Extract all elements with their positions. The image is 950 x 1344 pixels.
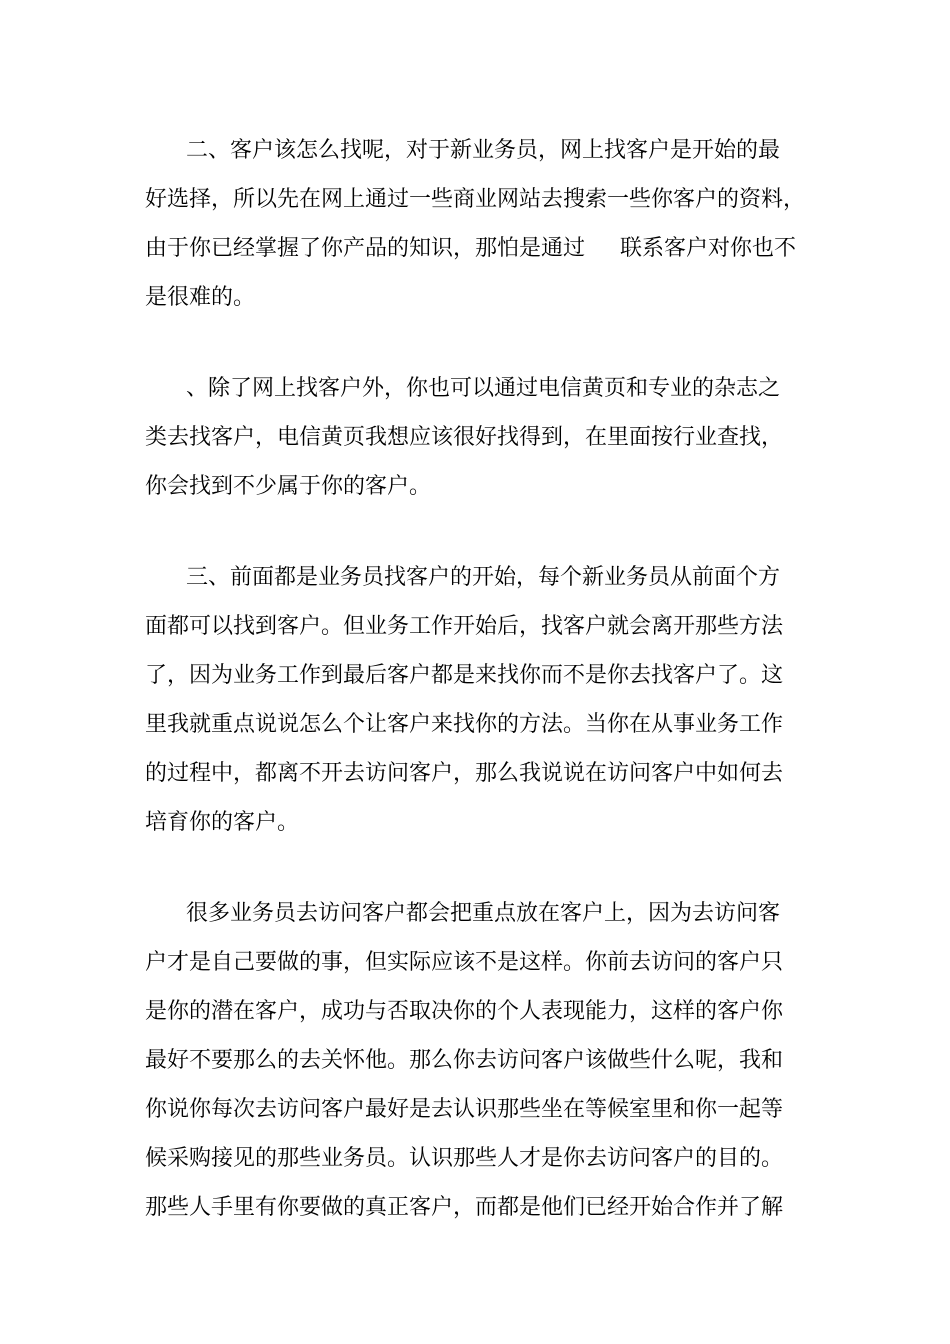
paragraph-line: 类去找客户，电信黄页我想应该很好找得到，在里面按行业查找， bbox=[145, 425, 784, 450]
paragraph-line: 最好不要那么的去关怀他。那么你去访问客户该做些什么呢，我和 bbox=[145, 1048, 784, 1073]
paragraph-line: 是很难的。 bbox=[145, 285, 256, 310]
paragraph-line: 好选择，所以先在网上通过一些商业网站去搜索一些你客户的资料， bbox=[145, 187, 806, 212]
paragraph-line: 很多业务员去访问客户都会把重点放在客户上，因为去访问客 bbox=[186, 901, 781, 926]
paragraph-line: 户才是自己要做的事，但实际应该不是这样。你前去访问的客户只 bbox=[145, 950, 784, 975]
paragraph-line: 候采购接见的那些业务员。认识那些人才是你去访问客户的目的。 bbox=[145, 1146, 784, 1171]
paragraph-line: 的过程中，都离不开去访问客户，那么我说说在访问客户中如何去 bbox=[145, 761, 784, 786]
paragraph-customers-come-to-you bbox=[145, 553, 815, 847]
paragraph-line: 里我就重点说说怎么个让客户来找你的方法。当你在从事业务工作 bbox=[145, 712, 784, 737]
paragraph-line: 面都可以找到客户。但业务工作开始后，找客户就会离开那些方法 bbox=[145, 614, 784, 639]
paragraph-yellow-pages bbox=[145, 364, 815, 511]
paragraph-visiting-customers bbox=[145, 889, 815, 1232]
paragraph-line: 二、客户该怎么找呢，对于新业务员，网上找客户是开始的最 bbox=[186, 138, 781, 163]
paragraph-line: 了，因为业务工作到最后客户都是来找你而不是你去找客户了。这 bbox=[145, 663, 784, 688]
paragraph-line: 你说你每次去访问客户最好是去认识那些坐在等候室里和你一起等 bbox=[145, 1097, 784, 1122]
paragraph-line: 你会找到不少属于你的客户。 bbox=[145, 474, 432, 499]
paragraph-line: 三、前面都是业务员找客户的开始，每个新业务员从前面个方 bbox=[186, 565, 781, 590]
paragraph-line: 培育你的客户。 bbox=[145, 810, 300, 835]
paragraph-line: 那些人手里有你要做的真正客户，而都是他们已经开始合作并了解 bbox=[145, 1195, 784, 1220]
document-body bbox=[145, 126, 815, 1274]
paragraph-line: 、除了网上找客户外，你也可以通过电信黄页和专业的杂志之 bbox=[186, 376, 781, 401]
paragraph-line: 是你的潜在客户，成功与否取决你的个人表现能力，这样的客户你 bbox=[145, 999, 784, 1024]
paragraph-line: 由于你已经掌握了你产品的知识，那怕是通过 联系客户对你也不 bbox=[145, 236, 796, 261]
paragraph-finding-customers-online bbox=[145, 126, 815, 322]
